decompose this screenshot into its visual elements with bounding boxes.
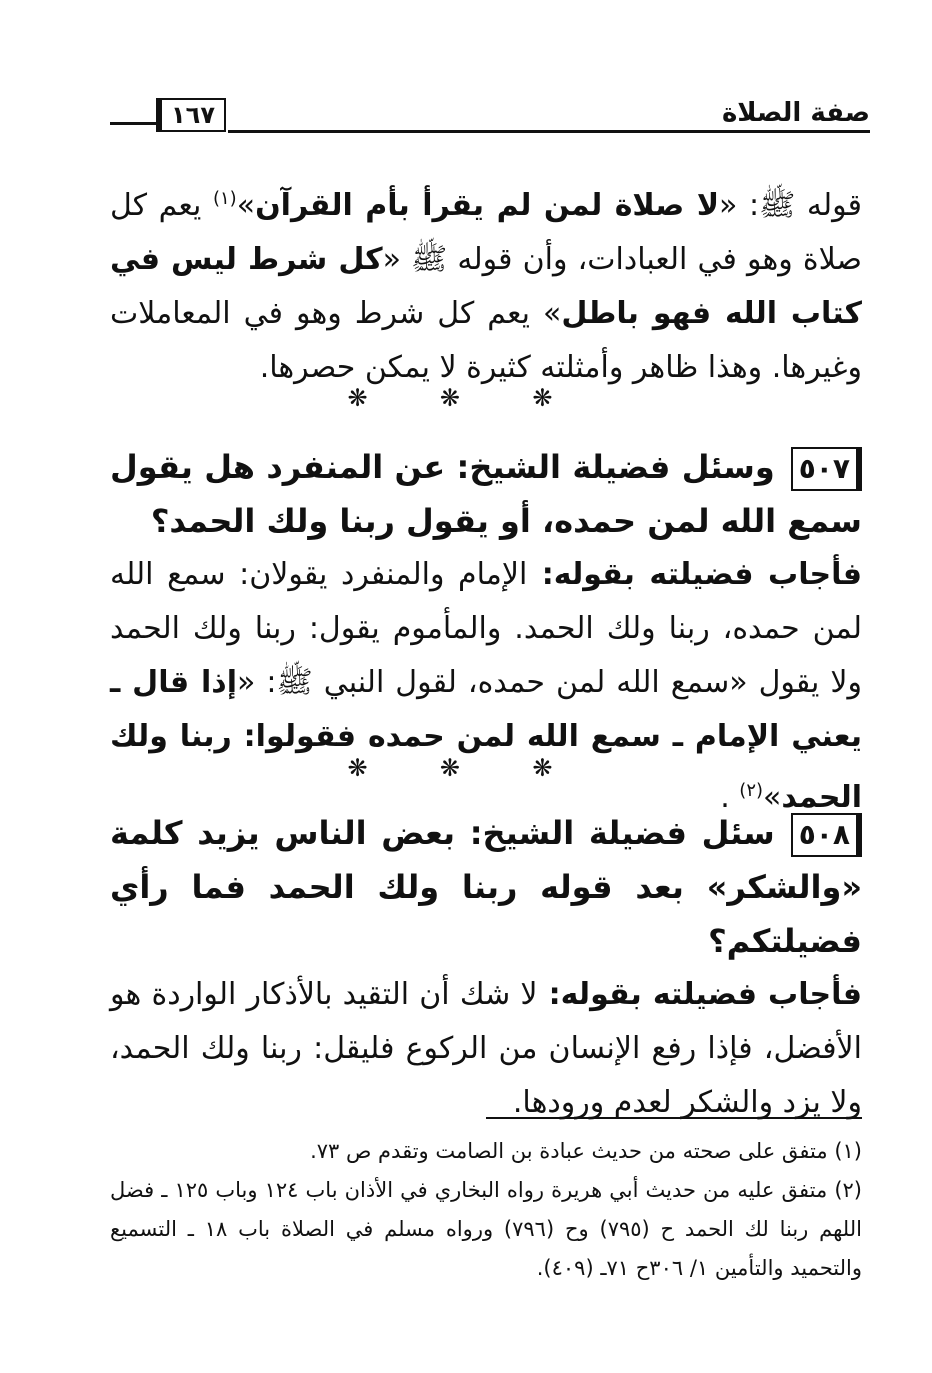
intro-paragraph <box>110 172 862 395</box>
intro-text-2: يعم كل صلاة وهو في العبادات، وأن قوله ﷺ « <box>110 188 862 277</box>
page-number: ١٦٧ <box>156 98 226 132</box>
hadith-quote-1: لا صلاة لمن لم يقرأ بأم القرآن <box>255 188 720 223</box>
answer-lead: فأجاب فضيلته بقوله: <box>537 977 862 1012</box>
footnote-ref-2: (٢) <box>739 780 764 801</box>
footnote-2: (٢) متفق عليه من حديث أبي هريرة رواه البخاري في الأذان باب ١٢٤ وباب ١٢٥ ـ فضل اللهم ربنا لك الحمد ح (٧٩٥) وح (٧٩٦) ورواه مسلم في الصلاة باب ١٨ ـ التسميع والتحميد والتأمين ١/ ٣٠٦ح ٧١ـ (٤٠٩). <box>110 1178 862 1280</box>
question-text: سئل فضيلة الشيخ: بعض الناس يزيد كلمة «والشكر» بعد قوله ربنا ولك الحمد فما رأي فضيلتكم؟ <box>110 814 862 960</box>
fatwa-number: ٥٠٧ <box>791 447 862 491</box>
intro-text-3: » يعم كل شرط وهو في المعاملات وغيرها. وهذا ظاهر وأمثلته كثيرة لا يمكن حصرها. <box>110 296 862 385</box>
hadith-quote-3: إذا قال ـ يعني الإمام ـ سمع الله لمن حمده فقولوا: ربنا ولك الحمد <box>110 665 862 815</box>
footnotes <box>110 1132 862 1288</box>
footnote-ref-1: (١) <box>212 188 237 209</box>
answer-507 <box>110 548 862 825</box>
page-header <box>110 96 870 136</box>
header-rule <box>228 130 870 133</box>
question-text: وسئل فضيلة الشيخ: عن المنفرد هل يقول سمع الله لمن حمده، أو يقول ربنا ولك الحمد؟ <box>110 448 862 540</box>
question-508 <box>110 806 862 968</box>
intro-text-1: قوله ﷺ: « <box>719 188 862 223</box>
section-separator-2: ❋ ❋ ❋ <box>347 754 585 782</box>
answer-text: الإمام والمنفرد يقولان: سمع الله لمن حمده، ربنا ولك الحمد. والمأموم يقول: ربنا ولك الحمد ولا يقول «سمع الله لمن حمده، لقول النبي ﷺ: « <box>110 557 862 700</box>
running-title: صفة الصلاة <box>721 98 870 128</box>
answer-end: . <box>720 780 740 815</box>
footnote-1: (١) متفق على صحته من حديث عبادة بن الصامت وتقدم ص ٧٣. <box>310 1139 862 1163</box>
fatwa-number: ٥٠٨ <box>791 813 862 857</box>
answer-508 <box>110 968 862 1130</box>
hadith-quote-2: كل شرط ليس في كتاب الله فهو باطل <box>110 242 863 331</box>
footnote-rule <box>486 1117 862 1119</box>
section-separator: ❋ ❋ ❋ <box>347 384 585 412</box>
answer-lead: فأجاب فضيلته بقوله: <box>527 557 862 592</box>
quote-close-1: » <box>236 188 256 223</box>
answer-text: لا شك أن التقيد بالأذكار الواردة هو الأفضل، فإذا رفع الإنسان من الركوع فليقل: ربنا ولك الحمد، ولا يزد والشكر لعدم ورودها. <box>110 977 862 1120</box>
quote-close-3: » <box>763 780 782 815</box>
fatwa-508 <box>110 806 862 1130</box>
question-507 <box>110 440 862 548</box>
header-rule-short <box>110 122 156 125</box>
